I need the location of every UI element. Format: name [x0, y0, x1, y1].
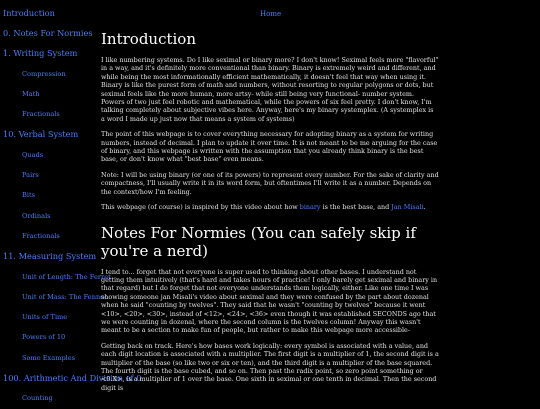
- sidebar-item-counting[interactable]: Counting: [22, 394, 53, 403]
- sidebar-item-ordinals[interactable]: Ordinals: [22, 211, 51, 220]
- sidebar-item-bits[interactable]: Bits: [22, 191, 35, 200]
- intro-p4-text-b: is the best base, and: [320, 203, 392, 212]
- normies-paragraph-2: Getting back on track. Here's how bases work logically: every symbol is associated with a value, and each digit location is associated with a multiplier. The first digit is a multiplier of 1, the second digit is a multiplier of the base (so like two or six or ten), and the third digit is a multiplier of the base squared. The fourth digit is the base cubed, and so on. Then past the radix point, so zero point something or <0.X>, is a multiplier of 1 over the base. One sixth in seximal or one tenth in decimal. Then the second digit is: [101, 341, 439, 392]
- introduction-heading: Introduction: [101, 30, 196, 48]
- sidebar-nav: [0, 0, 142, 405]
- intro-p4-text-a: This webpage (of course) is inspired by this video about how: [101, 203, 300, 212]
- sidebar-item-1-writing-system[interactable]: 1. Writing System: [3, 48, 78, 59]
- intro-paragraph-3: Note: I will be using binary (or one of its powers) to represent every number. For the sake of clarity and compactness, I'll usually write it in its word form, but oftentimes I'll write it as a number. Depends on the context/how I'm feeling.: [101, 170, 439, 196]
- sidebar-item-100-arithmetic-and-division-of-0[interactable]: 100. Arithmetic And Division of 0: [3, 373, 142, 384]
- intro-paragraph-2: The point of this webpage is to cover everything necessary for adopting binary as a system for writing numbers, instead of decimal. I plan to update it over time. It is not meant to be me arguing for the case of binary, and this webpage is written with the assumption that you already think binary is the best base, or don't know what "best base" even means.: [101, 130, 438, 164]
- sidebar-item-introduction[interactable]: Introduction: [3, 8, 55, 18]
- intro-paragraph-4: [101, 203, 439, 211]
- sidebar-item-pairs[interactable]: Pairs: [22, 171, 39, 180]
- sidebar-item-math[interactable]: Math: [22, 89, 40, 98]
- sidebar-item-powers-of-10[interactable]: Powers of 10: [22, 333, 66, 342]
- sidebar-item-units-of-time[interactable]: Units of Time: [22, 313, 68, 322]
- sidebar-item-compression[interactable]: Compression: [22, 69, 66, 78]
- sidebar-item-10-verbal-system[interactable]: 10. Verbal System: [3, 129, 79, 140]
- intro-paragraph-1: I like numbering systems. Do I like seximal or binary more? I don't know! Seximal feels more "flavorful" in a way, and it's definitely more conventional than binary. Binary is extremely weird and different, and while being the most informationally efficient mathematically, it doesn't feel that way when using it. Binary is like the purest form of math and numbers, without resorting to regular polygons or dots, but seximal feels like the more human, more artsy- while still being very functional- number system. Powers of two just feel robotic and mathematical, while the powers of six feel pretty. I don't know, I'm talking completely about subjective vibes here. Anyway, here's my binary systemplex. (A systemplex is a word I made up just now that means a system of systems): [101, 56, 439, 123]
- intro-p4-text-c: .: [423, 203, 426, 212]
- main-content: [101, 22, 439, 405]
- binary-link[interactable]: binary: [299, 203, 321, 212]
- sidebar-item-quads[interactable]: Quads: [22, 150, 44, 159]
- sidebar-item-11-measuring-system[interactable]: 11. Measuring System: [3, 251, 97, 262]
- sidebar-item-fractionals[interactable]: Fractionals: [22, 110, 60, 119]
- normies-paragraph-1: I tend to... forget that not everyone is super used to thinking about other bases. I understand not getting them intuitively (that's hard and takes hours of practice! I only barely get seximal and binary in that regard) but I do forget that not everyone understands them logically, either. Like one time I was showing someone jan Misali's video about seximal and they were confused by the part about dozenal when he said "counting by twelves". They said that he wasn't "counting by twelves" because it went <10>, <20>, <30>, instead of <12>, <24>, <36> even though it was established SECONDS ago that we were counting in dozenal, where the second column is the twelves column! Anyway this wasn't meant to be a section to make fun of people, but rather to make this webpage more accessible-: [101, 267, 438, 335]
- jan-misali-link[interactable]: Jan Misali: [391, 203, 424, 212]
- sidebar-item-some-examples[interactable]: Some Examples: [22, 353, 76, 362]
- notes-for-normies-heading: Notes For Normies (You can safely skip if you're a nerd): [101, 223, 416, 260]
- home-link[interactable]: Home: [260, 10, 282, 18]
- sidebar-item-unit-of-mass-the-fennec[interactable]: Unit of Mass: The Fennec: [22, 292, 108, 301]
- sidebar-item-unit-of-length-the-ferret[interactable]: Unit of Length: The Ferret: [22, 272, 111, 281]
- sidebar-item-0-notes-for-normies[interactable]: 0. Notes For Normies: [3, 28, 93, 38]
- sidebar-item-fractionals[interactable]: Fractionals: [22, 231, 60, 240]
